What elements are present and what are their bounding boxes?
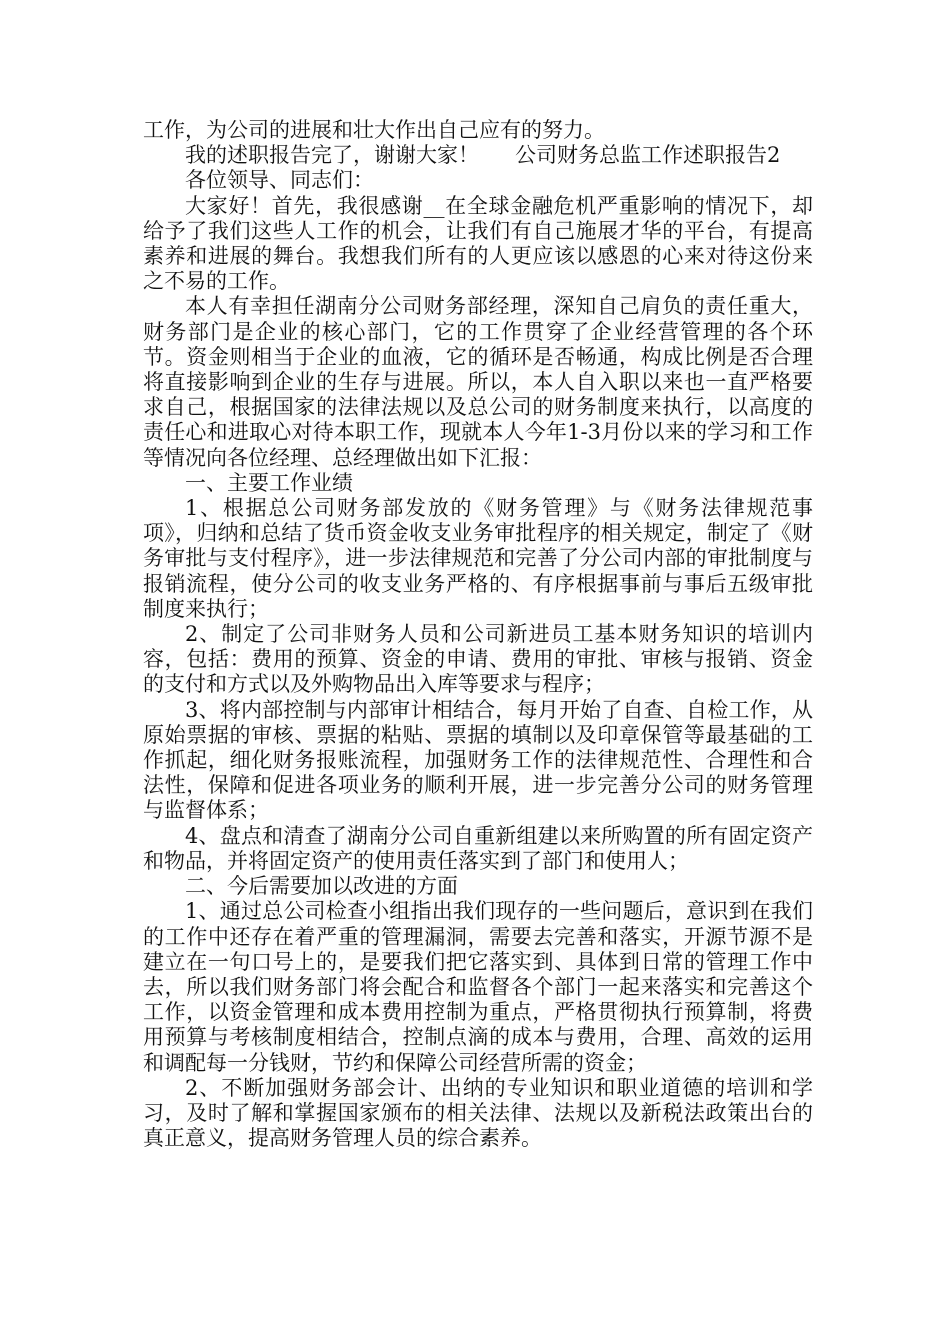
paragraph-introduction: 本人有幸担任湖南分公司财务部经理，深知自己肩负的责任重大，财务部门是企业的核心部门，它的工作贯穿了企业经营管理的各个环节。资金则相当于企业的血液，它的循环是否畅通，构成比例是否合理将直接影响到企业的生存与进展。所以，本人自入职以来也一直严格要求自己，根据国家的法律法规以及总公司的财务制度来执行，以高度的责任心和进取心对待本职工作，现就本人今年1-3月份以来的学习和工作等情况向各位经理、总经理做出如下汇报： [143, 294, 813, 470]
paragraph-continuation: 工作，为公司的进展和壮大作出自己应有的努力。 [143, 118, 605, 142]
section-title: 公司财务总监工作述职报告2 [515, 143, 781, 168]
improvement-item-2: 2、不断加强财务部会计、出纳的专业知识和职业道德的培训和学习，及时了解和掌握国家颁布的相关法律、法规以及新税法政策出台的真正意义，提高财务管理人员的综合素养。 [143, 1075, 813, 1151]
paragraph-closing-and-next-title [143, 143, 813, 168]
paragraph-greeting: 大家好！首先，我很感谢__在全球金融危机严重影响的情况下，却给予了我们这些人工作的机会，让我们有自己施展才华的平台，有提高素养和进展的舞台。我想我们所有的人更应该以感恩的心来对待这份来之不易的工作。 [143, 193, 813, 294]
improvement-item-1: 1、通过总公司检查小组指出我们现存的一些问题后，意识到在我们的工作中还存在着严重的管理漏洞，需要去完善和落实，开源节源不是建立在一句口号上的，是要我们把它落实到、具体到日常的管理工作中去，所以我们财务部门将会配合和监督各个部门一起来落实和完善这个工作，以资金管理和成本费用控制为重点，严格贯彻执行预算制，将费用预算与考核制度相结合，控制点滴的成本与费用，合理、高效的运用和调配每一分钱财，节约和保障公司经营所需的资金； [143, 899, 813, 1075]
heading-improvements: 二、今后需要加以改进的方面 [185, 874, 458, 899]
heading-main-achievements: 一、主要工作业绩 [185, 470, 353, 495]
salutation: 各位领导、同志们： [185, 168, 374, 193]
achievement-item-3: 3、将内部控制与内部审计相结合，每月开始了自查、自检工作，从原始票据的审核、票据的粘贴、票据的填制以及印章保管等最基础的工作抓起，细化财务报账流程，加强财务工作的法律规范性、合理性和合法性，保障和促进各项业务的顺利开展，进一步完善分公司的财务管理与监督体系； [143, 697, 813, 823]
achievement-item-2: 2、制定了公司非财务人员和公司新进员工基本财务知识的培训内容，包括：费用的预算、资金的申请、费用的审批、审核与报销、资金的支付和方式以及外购物品出入库等要求与程序； [143, 622, 813, 697]
achievement-item-1: 1、根据总公司财务部发放的《财务管理》与《财务法律规范事项》，归纳和总结了货币资金收支业务审批程序的相关规定，制定了《财务审批与支付程序》，进一步法律规范和完善了分公司内部的审批制度与报销流程，使分公司的收支业务严格的、有序根据事前与事后五级审批制度来执行； [143, 496, 813, 621]
achievement-item-4: 4、盘点和清查了湖南分公司自重新组建以来所购置的所有固定资产和物品，并将固定资产的使用责任落实到了部门和使用人； [143, 823, 813, 873]
closing-remark: 我的述职报告完了，谢谢大家！ [185, 143, 479, 168]
document-body [143, 118, 813, 1151]
